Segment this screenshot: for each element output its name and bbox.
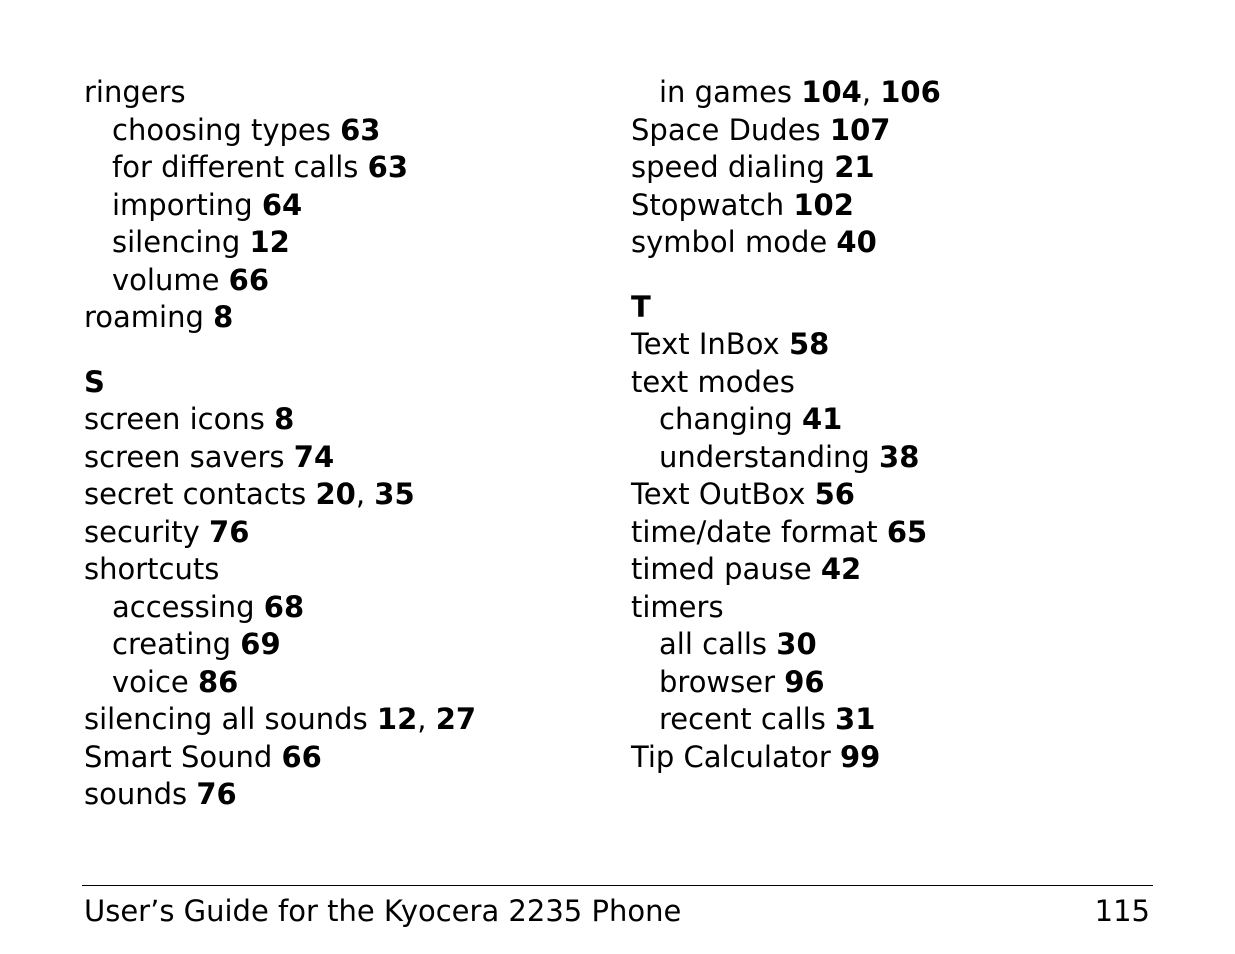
index-term: for different calls bbox=[112, 150, 359, 184]
page-reference: 74 bbox=[293, 439, 335, 474]
page-reference: 68 bbox=[263, 589, 305, 624]
index-term: Text InBox bbox=[631, 327, 780, 361]
index-term: sounds bbox=[84, 777, 188, 811]
index-entry bbox=[631, 187, 1191, 225]
index-term: choosing types bbox=[112, 112, 331, 147]
index-column-left bbox=[84, 74, 604, 814]
page-reference: 31 bbox=[835, 702, 876, 736]
index-subentry bbox=[84, 262, 604, 300]
index-entry bbox=[84, 439, 604, 477]
index-entry bbox=[84, 776, 604, 814]
index-term: accessing bbox=[112, 589, 255, 624]
index-term: Space Dudes bbox=[631, 112, 821, 147]
index-entry bbox=[84, 514, 604, 552]
index-column-right bbox=[631, 74, 1191, 776]
page-reference: 8 bbox=[213, 300, 234, 334]
page-reference: 35 bbox=[374, 477, 415, 511]
index-subentry bbox=[84, 149, 604, 187]
page-reference: 12 bbox=[376, 702, 418, 736]
index-entry bbox=[84, 551, 604, 589]
index-term: screen savers bbox=[84, 439, 285, 474]
index-subentry: in games 104, 106 bbox=[659, 75, 941, 109]
index-term: shortcuts bbox=[84, 552, 220, 586]
index-subentry bbox=[84, 187, 604, 225]
index-term: in games bbox=[659, 75, 793, 109]
page-reference: 63 bbox=[340, 112, 381, 147]
index-term: silencing bbox=[112, 225, 241, 259]
page-reference: 41 bbox=[801, 402, 843, 436]
page-reference: 99 bbox=[840, 739, 881, 774]
index-subentry bbox=[84, 112, 604, 150]
index-term: silencing all sounds bbox=[84, 702, 368, 736]
index-term: creating bbox=[112, 627, 232, 661]
page-reference: 69 bbox=[240, 627, 281, 661]
index-term: volume bbox=[112, 262, 220, 297]
index-subentry bbox=[84, 589, 604, 627]
index-entry bbox=[631, 112, 1191, 150]
index-term: symbol mode bbox=[631, 225, 828, 259]
index-term: security bbox=[84, 514, 200, 549]
page-reference: 12 bbox=[249, 225, 290, 259]
index-entry bbox=[631, 326, 1191, 364]
index-term: screen icons bbox=[84, 402, 265, 436]
footer-rule bbox=[82, 885, 1153, 886]
index-term: text modes bbox=[631, 364, 795, 399]
index-entry bbox=[631, 514, 1191, 552]
index-entry: silencing all sounds 12, 27 bbox=[84, 702, 477, 736]
index-term: time/date format bbox=[631, 514, 878, 549]
section-letter-heading: S bbox=[84, 364, 105, 399]
page-reference: 66 bbox=[281, 739, 322, 774]
index-term: timers bbox=[631, 589, 724, 624]
index-subentry bbox=[631, 664, 1191, 702]
page-reference: 56 bbox=[814, 477, 855, 511]
page-reference: 86 bbox=[197, 664, 239, 699]
section-letter-heading: T bbox=[631, 289, 651, 324]
index-term: Tip Calculator bbox=[631, 739, 831, 774]
index-entry bbox=[84, 299, 604, 337]
index-term: ringers bbox=[84, 75, 186, 109]
index-term: secret contacts bbox=[84, 477, 307, 511]
index-subentry bbox=[631, 626, 1191, 664]
page-reference: 65 bbox=[886, 514, 928, 549]
index-term: Stopwatch bbox=[631, 187, 785, 222]
index-term: Smart Sound bbox=[84, 739, 273, 774]
index-subentry bbox=[631, 401, 1191, 439]
index-term: understanding bbox=[659, 439, 870, 474]
index-term: roaming bbox=[84, 300, 204, 334]
page-reference: 21 bbox=[834, 150, 875, 184]
page-reference: 107 bbox=[829, 112, 891, 147]
page-reference: 42 bbox=[820, 552, 862, 586]
footer-title: User’s Guide for the Kyocera 2235 Phone bbox=[84, 894, 682, 928]
page-reference: 58 bbox=[788, 327, 830, 361]
page-reference: 102 bbox=[793, 187, 854, 222]
page-reference: 63 bbox=[367, 150, 408, 184]
index-entry bbox=[84, 74, 604, 112]
index-entry: secret contacts 20, 35 bbox=[84, 477, 415, 511]
page-reference: 66 bbox=[228, 262, 270, 297]
page-reference: 76 bbox=[196, 777, 237, 811]
index-term: timed pause bbox=[631, 552, 812, 586]
page-reference: 20 bbox=[315, 477, 356, 511]
page-reference: 38 bbox=[879, 439, 920, 474]
page-reference: 64 bbox=[261, 187, 303, 222]
index-term: all calls bbox=[659, 627, 768, 661]
page-reference: 106 bbox=[880, 75, 941, 109]
index-entry bbox=[631, 476, 1191, 514]
index-subentry bbox=[84, 224, 604, 262]
index-subentry bbox=[84, 626, 604, 664]
index-subentry bbox=[631, 439, 1191, 477]
page-number: 115 bbox=[1094, 894, 1150, 928]
page-reference: 104 bbox=[801, 75, 862, 109]
index-entry bbox=[631, 224, 1191, 262]
page-reference: 96 bbox=[784, 664, 825, 699]
index-term: importing bbox=[112, 187, 253, 222]
index-entry bbox=[631, 364, 1191, 402]
index-term: speed dialing bbox=[631, 150, 825, 184]
index-entry bbox=[84, 739, 604, 777]
index-term: browser bbox=[659, 664, 776, 699]
index-term: Text OutBox bbox=[631, 477, 806, 511]
index-subentry bbox=[84, 664, 604, 702]
index-term: changing bbox=[659, 402, 793, 436]
index-entry bbox=[631, 551, 1191, 589]
page-reference: 76 bbox=[209, 514, 250, 549]
page-reference: 40 bbox=[836, 225, 877, 259]
index-entry bbox=[631, 739, 1191, 777]
page-reference: 30 bbox=[776, 627, 817, 661]
index-term: voice bbox=[112, 664, 189, 699]
index-term: recent calls bbox=[659, 702, 826, 736]
index-subentry bbox=[631, 701, 1191, 739]
index-entry bbox=[631, 149, 1191, 187]
page-reference: 8 bbox=[274, 402, 295, 436]
page-reference: 27 bbox=[435, 702, 477, 736]
index-entry bbox=[631, 589, 1191, 627]
index-entry bbox=[84, 401, 604, 439]
